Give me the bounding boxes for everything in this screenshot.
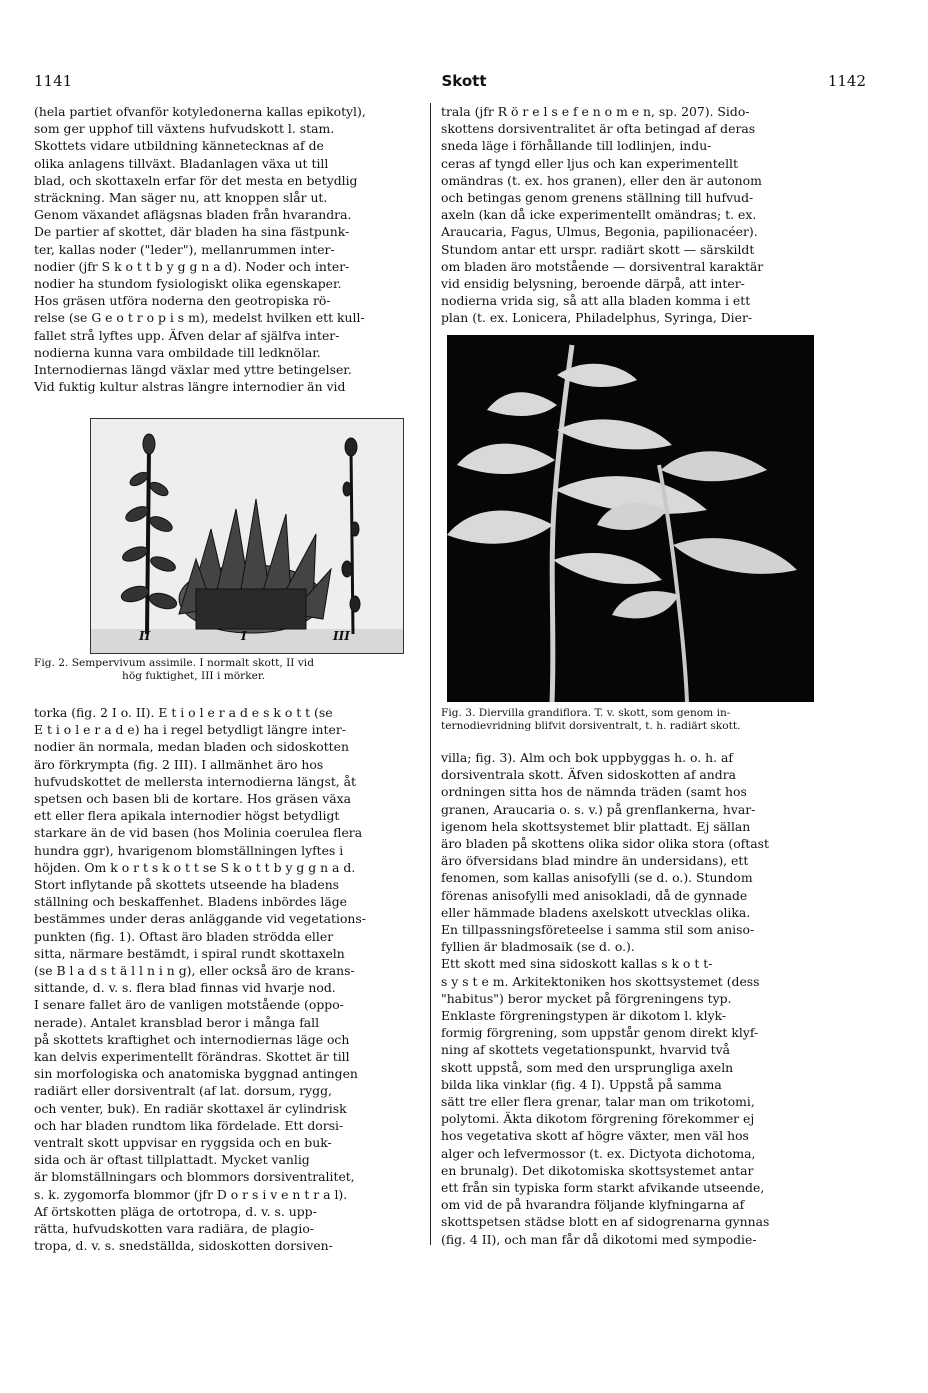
text-line: skottens dorsiventralitet är ofta betingad af deras <box>441 121 756 137</box>
figure-2-label-III: III <box>333 629 350 643</box>
text-line: Af örtskotten pläga de ortotropa, d. v. s. upp- <box>34 1203 317 1219</box>
text-line: skottspetsen städse blott en af sidogrenarna gynnas <box>441 1214 770 1230</box>
text-line: och har bladen rundtom lika fördelade. Ett dorsi- <box>34 1117 344 1133</box>
figure-2-caption <box>34 657 422 683</box>
text-line: punkten (fig. 1). Oftast äro bladen strödda eller <box>34 928 334 944</box>
text-line: starkare än de vid basen (hos Molinia coerulea flera <box>34 825 363 841</box>
text-line: trala (jfr R ö r e l s e f e n o m e n, sp. 207). Sido- <box>441 104 750 119</box>
text-line: De partier af skottet, där bladen ha sina fästpunk- <box>34 224 350 240</box>
right-column-top <box>441 103 821 327</box>
figure-3-caption <box>441 707 821 733</box>
text-line: Stundom antar ett urspr. radiärt skott — särskildt <box>441 241 755 257</box>
page-number-right: 1142 <box>827 72 866 90</box>
left-column-top <box>34 103 422 395</box>
text-line: kan delvis experimentellt förändras. Skottet är till <box>34 1049 350 1065</box>
text-line: sittande, d. v. s. flera blad finnas vid hvarje nod. <box>34 980 336 996</box>
text-line: förenas anisofylli med anisokladi, då de gynnade <box>441 887 748 903</box>
text-line: blad, och skottaxeln erfar för det mesta en betydlig <box>34 172 358 188</box>
text-line: fyllien är bladmosaik (se d. o.). <box>441 939 635 955</box>
text-line: en brunalg). Det dikotomiska skottsystemet antar <box>441 1162 754 1178</box>
text-line: radiärt eller dorsiventralt (af lat. dorsum, rygg, <box>34 1083 332 1099</box>
text-line: nodier än normala, medan bladen och sidoskotten <box>34 739 349 755</box>
text-line: Enklaste förgreningstypen är dikotom l. klyk- <box>441 1008 727 1024</box>
text-line: är blomställningars och blommors dorsiventralitet, <box>34 1169 355 1185</box>
text-line: äro bladen på skottens olika sidor olika stora (oftast <box>441 836 769 852</box>
text-line: Araucaria, Fagus, Ulmus, Begonia, papilionacéer). <box>441 224 758 240</box>
text-line: på skottets kraftighet och internodiernas läge och <box>34 1031 350 1047</box>
text-line: ventralt skott uppvisar en ryggsida och en buk- <box>34 1135 332 1151</box>
text-line: ett från sin typiska form starkt afvikande utseende, <box>441 1180 765 1196</box>
text-line: bilda lika vinklar (fig. 4 I). Uppstå på samma <box>441 1076 722 1092</box>
figure-2-caption-line-1: Fig. 2. Sempervivum assimile. I normalt skott, II vid <box>34 657 314 669</box>
text-line: sida och är oftast tillplattadt. Mycket vanlig <box>34 1152 310 1168</box>
text-line: ceras af tyngd eller ljus och kan experimentellt <box>441 155 738 171</box>
sempervivum-illustration <box>91 419 403 653</box>
text-line: formig förgrening, som uppstår genom direkt klyf- <box>441 1025 759 1041</box>
figure-3-caption-line-2: ternodievridning blifvit dorsiventralt, t. h. radiärt skott. <box>441 720 741 732</box>
figure-2-label-I: I <box>241 629 247 643</box>
text-line: sneda läge i förhållande till lodlinjen, indu- <box>441 138 712 154</box>
figure-3-image <box>447 335 814 702</box>
page-number-left: 1141 <box>34 72 73 90</box>
text-line: fenomen, som kallas anisofylli (se d. o.). Stundom <box>441 870 753 886</box>
text-line: och betingas genom grenens ställning till hufvud- <box>441 190 754 206</box>
figure-2-image <box>90 418 404 654</box>
text-line: I senare fallet äro de vanligen motstående (oppo- <box>34 997 344 1013</box>
text-line: (hela partiet ofvanför kotyledonerna kallas epikotyl), <box>34 104 366 119</box>
text-line: hos vegetativa skott af högre växter, men väl hos <box>441 1128 749 1144</box>
text-line: ordningen sitta hos de nämnda träden (samt hos <box>441 784 747 800</box>
text-line: E t i o l e r a d e) ha i regel betydligt längre inter- <box>34 722 346 738</box>
text-line: Hos gräsen utföra noderna den geotropiska rö- <box>34 293 331 309</box>
text-line: Skottets vidare utbildning kännetecknas af de <box>34 138 324 154</box>
left-column-bottom <box>34 704 422 1255</box>
text-line: eller hämmade bladens axelskott utvecklas olika. <box>441 904 751 920</box>
text-line: höjden. Om k o r t s k o t t se S k o t t b y g g n a d. <box>34 859 356 875</box>
text-line: vid ensidig belysning, beroende därpå, att inter- <box>441 276 745 292</box>
text-line: s y s t e m. Arkitektoniken hos skottsystemet (dess <box>441 973 760 989</box>
text-line: villa; fig. 3). Alm och bok uppbyggas h. o. h. af <box>441 750 733 765</box>
text-line: sätt tre eller flera grenar, talar man om trikotomi, <box>441 1094 755 1110</box>
text-line: igenom hela skottsystemet blir plattadt. Ej sällan <box>441 818 751 834</box>
text-line: sin morfologiska och anatomiska byggnad antingen <box>34 1066 358 1082</box>
text-line: bestämmes under deras anläggande vid vegetations- <box>34 911 366 927</box>
text-line: axeln (kan då icke experimentellt omändras; t. ex. <box>441 207 757 223</box>
text-line: och venter, buk). En radiär skottaxel är cylindrisk <box>34 1100 347 1116</box>
text-line: relse (se G e o t r o p i s m), medelst hvilken ett kull- <box>34 310 365 326</box>
text-line: nodier ha stundom fysiologiskt olika egenskaper. <box>34 276 342 292</box>
text-line: alger och lefvermossor (t. ex. Dictyota dichotoma, <box>441 1145 756 1161</box>
text-line: som ger upphof till växtens hufvudskott l. stam. <box>34 121 335 137</box>
text-line: Ett skott med sina sidoskott kallas s k o t t- <box>441 956 713 972</box>
text-line: hundra ggr), hvarigenom blomställningen lyftes i <box>34 842 344 858</box>
text-line: torka (fig. 2 I o. II). E t i o l e r a d e s k o t t (se <box>34 705 333 720</box>
text-line: granen, Araucaria o. s. v.) på grenflankerna, hvar- <box>441 801 756 817</box>
text-line: hufvudskottet de mellersta internodierna längst, åt <box>34 773 357 789</box>
text-line: nodierna kunna vara ombildade till ledknölar. <box>34 344 321 360</box>
text-line: polytomi. Äkta dikotom förgrening förekommer ej <box>441 1111 755 1127</box>
figure-3-caption-line-1: Fig. 3. Diervilla grandiflora. T. v. skott, som genom in- <box>441 707 731 719</box>
text-line: fallet strå lyftes upp. Äfven delar af själfva inter- <box>34 327 340 343</box>
right-column-bottom <box>441 749 821 1248</box>
text-line: skott uppstå, som med den ursprungliga axeln <box>441 1059 734 1075</box>
text-line: En tillpassningsföreteelse i samma stil som aniso- <box>441 922 755 938</box>
text-line: om vid de på hvarandra följande klyfningarna af <box>441 1197 745 1213</box>
text-line: äro förkrympta (fig. 2 III). I allmänhet äro hos <box>34 756 324 772</box>
text-line: olika anlagens tillväxt. Bladanlagen växa ut till <box>34 155 329 171</box>
text-line: dorsiventrala skott. Äfven sidoskotten af andra <box>441 767 737 783</box>
text-line: omändras (t. ex. hos granen), eller den är autonom <box>441 172 762 188</box>
text-line: plan (t. ex. Lonicera, Philadelphus, Syringa, Dier- <box>441 310 753 326</box>
text-line: s. k. zygomorfa blommor (jfr D o r s i v e n t r a l). <box>34 1186 348 1202</box>
text-line: om bladen äro motstående — dorsiventral karaktär <box>441 258 764 274</box>
text-line: ning af skottets vegetationspunkt, hvarvid två <box>441 1042 731 1058</box>
text-line: Vid fuktig kultur alstras längre internodier än vid <box>34 379 346 395</box>
text-line: Genom växandet aflägsnas bladen från hvarandra. <box>34 207 352 223</box>
text-line: nerade). Antalet kransblad beror i många fall <box>34 1014 320 1030</box>
text-line: äro öfversidans blad mindre än undersidans), ett <box>441 853 749 869</box>
text-line: sträckning. Man säger nu, att knoppen slår ut. <box>34 190 328 206</box>
figure-2-caption-line-2: hög fuktighet, III i mörker. <box>122 670 266 682</box>
text-line: rätta, hufvudskotten vara radiära, de plagio- <box>34 1221 314 1237</box>
text-line: (fig. 4 II), och man får då dikotomi med sympodie- <box>441 1231 757 1247</box>
text-line: tropa, d. v. s. snedställda, sidoskotten dorsiven- <box>34 1238 333 1254</box>
text-line: spetsen och basen bli de kortare. Hos gräsen växa <box>34 791 352 807</box>
text-line: ett eller flera apikala internodier högst betydligt <box>34 808 340 824</box>
text-line: ställning och beskaffenhet. Bladens inbördes läge <box>34 894 347 910</box>
text-line: "habitus") beror mycket på förgreningens typ. <box>441 990 732 1006</box>
text-line: Internodiernas längd växlar med yttre betingelser. <box>34 362 352 378</box>
page-title: Skott <box>441 72 487 90</box>
text-line: nodierna vrida sig, så att alla bladen komma i ett <box>441 293 751 309</box>
text-line: ter, kallas noder ("leder"), mellanrummen inter- <box>34 241 335 257</box>
text-line: nodier (jfr S k o t t b y g g n a d). Noder och inter- <box>34 258 350 274</box>
text-line: (se B l a d s t ä l l n i n g), eller också äro de krans- <box>34 963 355 979</box>
column-divider <box>430 103 431 1245</box>
text-line: Stort inflytande på skottets utseende ha bladens <box>34 877 340 893</box>
text-line: sitta, närmare bestämdt, i spiral rundt skottaxeln <box>34 945 345 961</box>
figure-2-label-II: II <box>139 629 151 643</box>
diervilla-photograph <box>447 335 814 702</box>
